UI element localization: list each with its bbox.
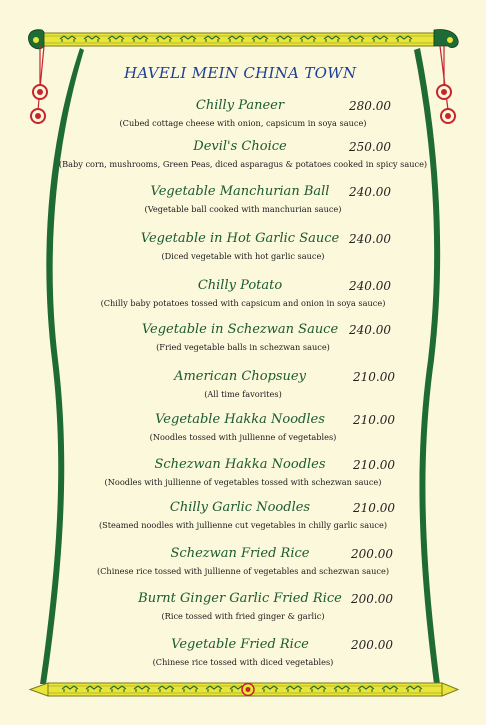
menu-item [0,637,486,683]
menu-item [0,139,486,185]
menu-item [0,322,486,368]
item-price: 250.00 [349,140,391,154]
item-price: 240.00 [349,185,391,199]
item-price: 240.00 [349,279,391,293]
menu-item [0,184,486,230]
menu-item [0,231,486,277]
item-name: Vegetable in Schezwan Sauce [141,322,339,337]
item-price: 210.00 [353,501,395,515]
menu-item [0,500,486,546]
medallion-icon [437,85,451,99]
item-name: Schezwan Hakka Noodles [154,457,326,472]
item-price: 210.00 [353,458,395,472]
item-name: Vegetable Manchurian Ball [150,184,330,199]
item-price: 240.00 [349,323,391,337]
item-name: American Chopsuey [174,369,306,384]
item-name: Chilly Garlic Noodles [169,500,311,515]
item-description: (Cubed cottage cheese with onion, capsicum in soya sauce) [119,118,367,128]
menu-item [0,369,486,415]
item-name: Vegetable in Hot Garlic Sauce [140,231,340,246]
menu-title: HAVELI MEIN CHINA TOWN [124,64,357,82]
item-price: 210.00 [353,413,395,427]
menu-item [0,457,486,503]
menu-item [0,546,486,592]
item-price: 200.00 [351,592,393,606]
item-name: Vegetable Hakka Noodles [155,412,325,427]
item-description: (Noodles tossed with jullienne of vegetables) [149,432,337,442]
item-name: Schezwan Fried Rice [170,546,310,561]
item-description: (Baby corn, mushrooms, Green Peas, diced asparagus & potatoes cooked in spicy sauce) [58,159,428,169]
item-price: 200.00 [351,638,393,652]
item-description: (Chinese rice tossed with diced vegetables) [152,657,334,667]
item-description: (All time favorites) [204,389,282,399]
item-price: 280.00 [349,99,391,113]
item-name: Chilly Potato [197,278,283,293]
item-price: 210.00 [353,370,395,384]
medallion-icon [33,85,47,99]
item-description: (Diced vegetable with hot garlic sauce) [161,251,325,261]
item-name: Burnt Ginger Garlic Fried Rice [138,591,342,606]
menu-item [0,98,486,144]
item-name: Devil's Choice [193,139,287,154]
item-description: (Vegetable ball cooked with manchurian sauce) [144,204,342,214]
item-name: Chilly Paneer [195,98,285,113]
bottom-scroll-rod-icon [30,683,458,696]
item-price: 200.00 [351,547,393,561]
item-description: (Chilly baby potatoes tossed with capsicum and onion in soya sauce) [100,298,386,308]
item-description: (Rice tossed with fried ginger & garlic) [161,611,325,621]
item-name: Vegetable Fried Rice [171,637,309,652]
menu-item [0,412,486,458]
menu-item [0,278,486,324]
menu-item [0,591,486,637]
top-scroll-rod-icon [29,29,459,48]
item-description: (Noodles with jullienne of vegetables tossed with schezwan sauce) [104,477,382,487]
item-description: (Steamed noodles with jullienne cut vegetables in chilly garlic sauce) [98,520,388,530]
item-description: (Chinese rice tossed with jullienne of vegetables and schezwan sauce) [96,566,390,576]
item-price: 240.00 [349,232,391,246]
item-description: (Fried vegetable balls in schezwan sauce) [156,342,330,352]
